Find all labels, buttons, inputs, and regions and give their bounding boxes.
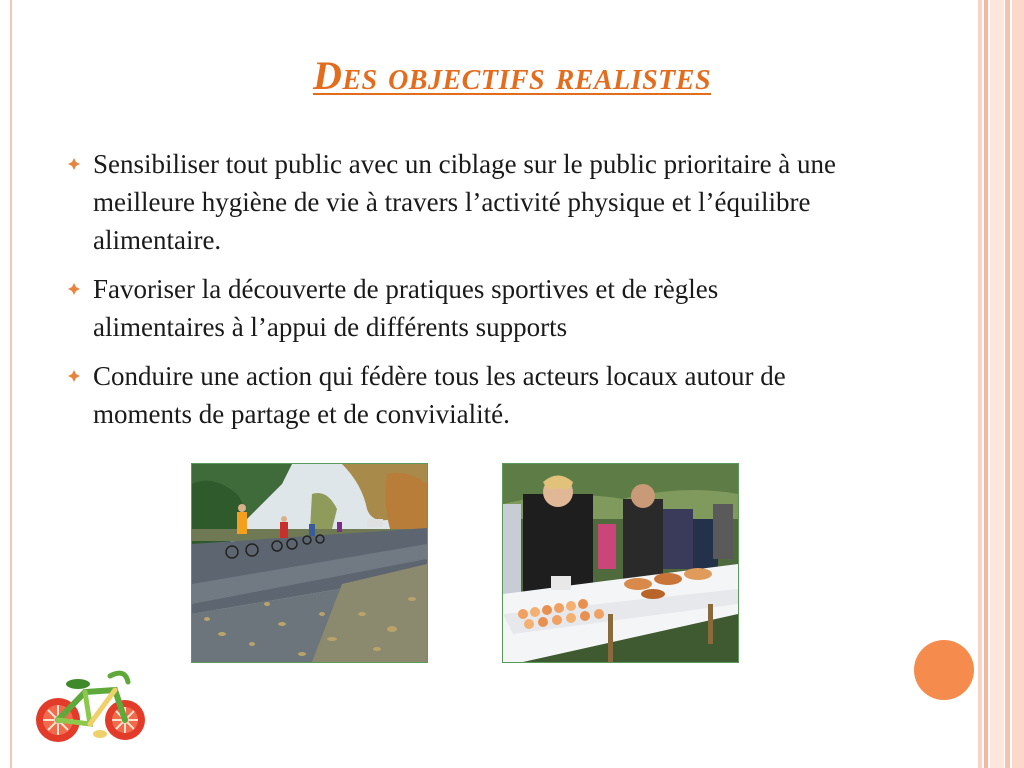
- bullet-text: Conduire une action qui fédère tous les acteurs locaux autour de moments de partage et de convivialité.: [93, 361, 786, 429]
- right-border-stripe: [990, 0, 1004, 768]
- right-border-stripe: [984, 0, 988, 768]
- food-buffet-table-photo: [502, 463, 739, 663]
- bullet-item: [68, 145, 848, 259]
- slide-title-text: Des objectifs realistes: [312, 53, 712, 98]
- right-border-stripe: [978, 0, 982, 768]
- diamond-bullet-icon: [68, 283, 80, 295]
- diamond-bullet-icon: [68, 370, 80, 382]
- right-border-stripe: [1005, 0, 1010, 768]
- bullet-item: [68, 270, 848, 346]
- bullet-text: Favoriser la découverte de pratiques sportives et de règles alimentaires à l’appui de différents supports: [93, 274, 719, 342]
- cyclists-road-photo: [191, 463, 428, 663]
- accent-circle: [914, 640, 974, 700]
- bullet-text: Sensibiliser tout public avec un ciblage sur le public prioritaire à une meilleure hygiène de vie à travers l’activité physique et l’équilibre alimentaire.: [93, 149, 837, 255]
- left-frame-line: [10, 0, 12, 768]
- slide-title: [0, 52, 1024, 108]
- bullet-item: [68, 357, 848, 433]
- right-border-stripe: [1012, 0, 1024, 768]
- bullet-list: [68, 145, 848, 444]
- diamond-bullet-icon: [68, 158, 80, 170]
- vegetable-bicycle-logo: [30, 662, 150, 752]
